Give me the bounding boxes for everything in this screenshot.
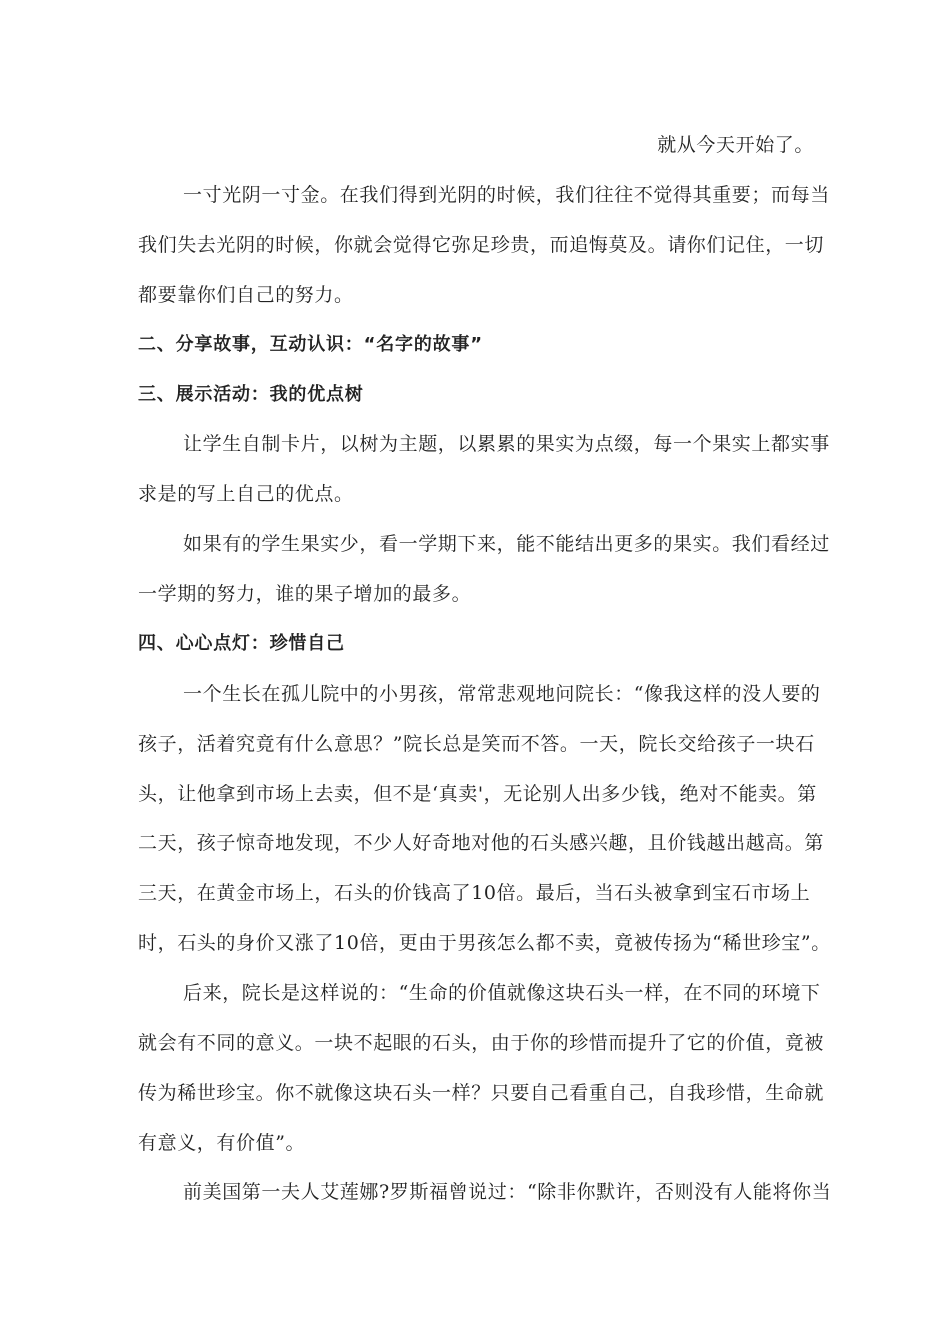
text-line: 传为稀世珍宝。你不就像这块石头一样？只要自己看重自己，自我珍惜，生命就 <box>138 1082 825 1104</box>
text-line: 有意义，有价值”。 <box>138 1132 306 1154</box>
section-heading: 二、分享故事，互动认识：“名字的故事” <box>138 334 483 355</box>
text-line: 都要靠你们自己的努力。 <box>138 284 354 306</box>
text-line: 一寸光阴一寸金。在我们得到光阴的时候，我们往往不觉得其重要；而每当 <box>183 184 830 206</box>
text-line: 我们失去光阴的时候，你就会觉得它弥足珍贵，而追悔莫及。请你们记住，一切 <box>138 234 825 256</box>
text-line: 前美国第一夫人艾莲娜?罗斯福曾说过：“除非你默许，否则没有人能将你当 <box>183 1181 832 1203</box>
text-line: 二天，孩子惊奇地发现，不少人好奇地对他的石头感兴趣，且价钱越出越高。第 <box>138 832 825 854</box>
section-heading: 四、心心点灯：珍惜自己 <box>138 633 345 654</box>
text-line: 就从今天开始了。 <box>657 134 814 156</box>
text-line: 一学期的努力，谁的果子增加的最多。 <box>138 583 472 605</box>
text-line: 就会有不同的意义。一块不起眼的石头，由于你的珍惜而提升了它的价值，竟被 <box>138 1032 825 1054</box>
text-line: 求是的写上自己的优点。 <box>138 483 354 505</box>
text-line: 后来，院长是这样说的：“生命的价值就像这块石头一样，在不同的环境下 <box>183 982 821 1004</box>
text-line: 一个生长在孤儿院中的小男孩，常常悲观地问院长：“像我这样的没人要的 <box>183 683 821 705</box>
text-line: 头，让他拿到市场上去卖，但不是‘真卖'，无论别人出多少钱，绝对不能卖。第 <box>138 783 817 805</box>
text-line: 时，石头的身价又涨了10倍，更由于男孩怎么都不卖，竟被传扬为“稀世珍宝”。 <box>138 932 831 954</box>
text-line: 如果有的学生果实少，看一学期下来，能不能结出更多的果实。我们看经过 <box>183 533 830 555</box>
text-line: 三天，在黄金市场上，石头的价钱高了10倍。最后，当石头被拿到宝石市场上 <box>138 882 811 904</box>
section-heading: 三、展示活动：我的优点树 <box>138 384 364 405</box>
text-line: 让学生自制卡片，以树为主题，以累累的果实为点缀，每一个果实上都实事 <box>183 433 830 455</box>
text-line: 孩子，活着究竟有什么意思？”院长总是笑而不答。一天，院长交给孩子一块石 <box>138 733 815 755</box>
